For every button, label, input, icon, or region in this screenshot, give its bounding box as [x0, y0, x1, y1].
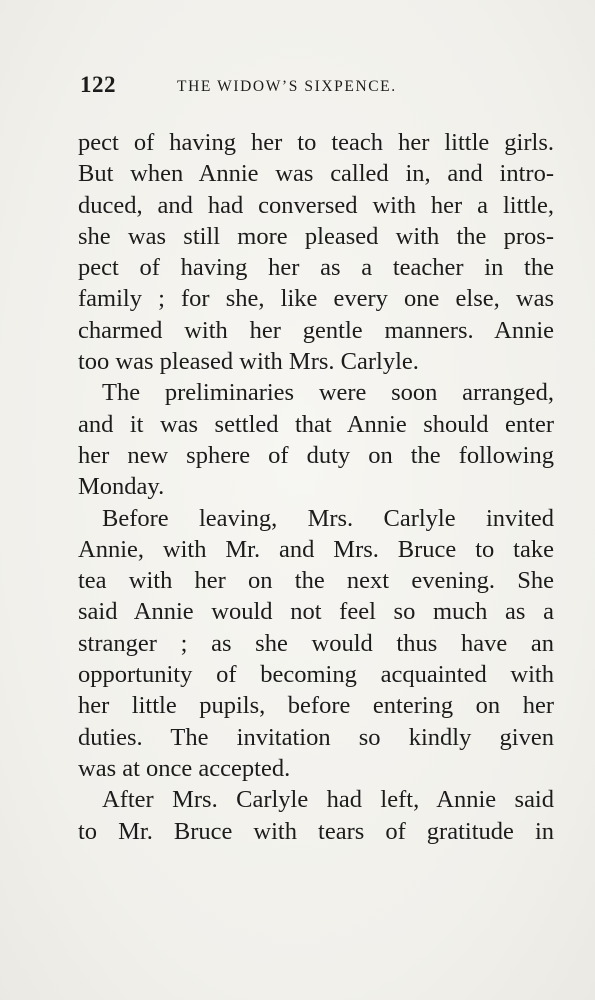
running-head: [80, 72, 560, 106]
page-number: 122: [80, 72, 116, 97]
text-line: was at once accepted.: [78, 754, 291, 782]
text-line: to Mr. Bruce with tears of gratitude in: [78, 817, 554, 845]
text-line: said Annie would not feel so much as a: [78, 598, 554, 626]
text-line: Annie, with Mr. and Mrs. Bruce to take: [78, 535, 554, 563]
text-line: duced, and had conversed with her a little,: [78, 191, 554, 219]
text-line: and it was settled that Annie should enter: [78, 410, 554, 438]
text-line: stranger ; as she would thus have an: [78, 629, 554, 657]
text-line: her new sphere of duty on the following: [78, 441, 554, 469]
text-line: she was still more pleased with the pros-: [78, 222, 554, 250]
text-line: too was pleased with Mrs. Carlyle.: [78, 348, 419, 376]
text-line: charmed with her gentle manners. Annie: [78, 316, 554, 344]
text-line: opportunity of becoming acquainted with: [78, 661, 554, 689]
body-text: [78, 127, 554, 847]
text-line: Before leaving, Mrs. Carlyle invited: [102, 504, 554, 532]
text-line: After Mrs. Carlyle had left, Annie said: [102, 786, 554, 814]
text-line: But when Annie was called in, and intro-: [78, 160, 554, 188]
text-line: duties. The invitation so kindly given: [78, 723, 554, 751]
text-line: tea with her on the next evening. She: [78, 567, 554, 595]
text-line: The preliminaries were soon arranged,: [102, 379, 554, 407]
text-line: Monday.: [78, 473, 165, 501]
text-line: pect of having her as a teacher in the: [78, 254, 554, 282]
text-line: pect of having her to teach her little girls.: [78, 129, 554, 156]
text-line: family ; for she, like every one else, was: [78, 285, 554, 313]
text-line: her little pupils, before entering on her: [78, 692, 554, 720]
running-title: THE WIDOW’S SIXPENCE.: [177, 78, 397, 95]
